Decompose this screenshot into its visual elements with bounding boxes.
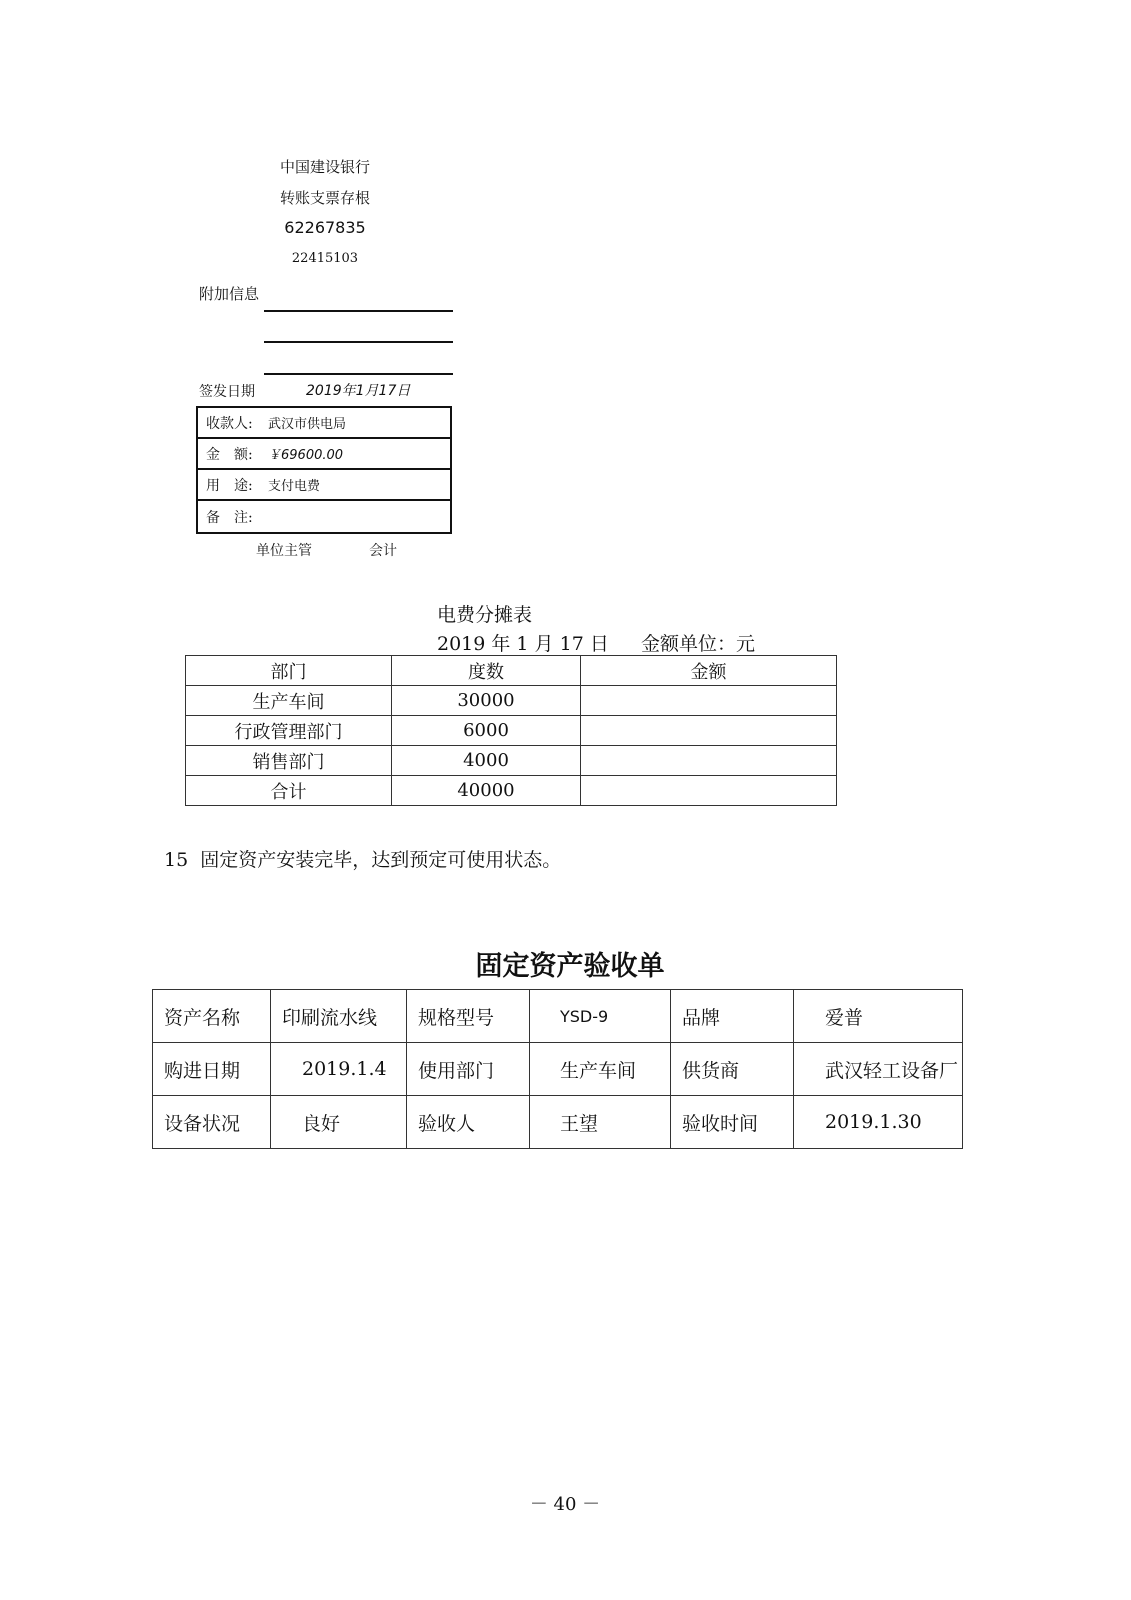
kwh-cell: 6000 bbox=[392, 716, 581, 746]
amount-value: ￥69600.00 bbox=[268, 448, 344, 463]
dept-cell: 销售部门 bbox=[186, 746, 392, 776]
table-row bbox=[153, 1043, 963, 1096]
issue-date-label: 签发日期 bbox=[199, 384, 255, 400]
purpose-label: 用 途: bbox=[206, 477, 253, 494]
amount-cell bbox=[581, 746, 837, 776]
asset-acceptance-table bbox=[152, 989, 963, 1149]
page-number: － 40 － bbox=[529, 1494, 601, 1515]
value-cell: 武汉轻工设备厂 bbox=[794, 1043, 963, 1096]
stub-title: 转账支票存根 bbox=[279, 189, 370, 207]
item-15-text: 15 固定资产安装完毕，达到预定可使用状态。 bbox=[164, 849, 562, 871]
value-cell: 印刷流水线 bbox=[271, 990, 407, 1043]
table-header-row bbox=[186, 656, 837, 686]
header-amount: 金额 bbox=[581, 656, 837, 686]
electricity-allocation-table bbox=[185, 655, 837, 806]
extra-info-line-3 bbox=[264, 373, 453, 375]
stub-row-amount bbox=[198, 439, 450, 470]
label-cell: 使用部门 bbox=[407, 1043, 530, 1096]
amount-cell bbox=[581, 716, 837, 746]
header-kwh: 度数 bbox=[392, 656, 581, 686]
label-cell: 品牌 bbox=[671, 990, 794, 1043]
elec-table-date: 2019 年 1 月 17 日 bbox=[437, 633, 609, 655]
kwh-cell: 30000 bbox=[392, 686, 581, 716]
elec-table-unit: 金额单位：元 bbox=[641, 633, 756, 655]
accountant-label: 会计 bbox=[369, 543, 397, 559]
issue-date: 2019年1月17日 bbox=[306, 383, 411, 399]
table-row bbox=[153, 990, 963, 1043]
elec-table-title: 电费分摊表 bbox=[437, 604, 533, 626]
label-cell: 规格型号 bbox=[407, 990, 530, 1043]
payee-value: 武汉市供电局 bbox=[268, 417, 347, 432]
cheque-number: 62267835 bbox=[284, 218, 366, 237]
label-cell: 供货商 bbox=[671, 1043, 794, 1096]
kwh-cell: 40000 bbox=[392, 776, 581, 806]
table-row bbox=[186, 746, 837, 776]
dept-cell: 合计 bbox=[186, 776, 392, 806]
value-cell: YSD-9 bbox=[530, 990, 671, 1043]
remark-label: 备 注: bbox=[206, 509, 253, 526]
extra-info-label: 附加信息 bbox=[199, 285, 260, 303]
value-cell: 爱普 bbox=[794, 990, 963, 1043]
cheque-sub-number: 22415103 bbox=[291, 251, 359, 266]
header-dept: 部门 bbox=[186, 656, 392, 686]
bank-name: 中国建设银行 bbox=[279, 158, 370, 176]
extra-info-line-2 bbox=[264, 341, 453, 343]
amount-cell bbox=[581, 686, 837, 716]
value-cell: 2019.1.4 bbox=[271, 1043, 407, 1096]
stub-row-remark bbox=[198, 501, 450, 532]
table-row bbox=[186, 686, 837, 716]
stub-row-purpose bbox=[198, 470, 450, 501]
value-cell: 生产车间 bbox=[530, 1043, 671, 1096]
amount-cell bbox=[581, 776, 837, 806]
table-row bbox=[153, 1096, 963, 1149]
table-row bbox=[186, 716, 837, 746]
extra-info-line-1 bbox=[264, 310, 453, 312]
kwh-cell: 4000 bbox=[392, 746, 581, 776]
amount-label: 金 额: bbox=[206, 446, 253, 463]
label-cell: 资产名称 bbox=[153, 990, 271, 1043]
label-cell: 设备状况 bbox=[153, 1096, 271, 1149]
asset-form-title: 固定资产验收单 bbox=[475, 951, 665, 982]
table-row-total bbox=[186, 776, 837, 806]
dept-cell: 生产车间 bbox=[186, 686, 392, 716]
label-cell: 验收时间 bbox=[671, 1096, 794, 1149]
value-cell: 良好 bbox=[271, 1096, 407, 1149]
supervisor-label: 单位主管 bbox=[256, 543, 312, 559]
label-cell: 验收人 bbox=[407, 1096, 530, 1149]
dept-cell: 行政管理部门 bbox=[186, 716, 392, 746]
payee-label: 收款人: bbox=[206, 415, 253, 432]
stub-row-payee bbox=[198, 408, 450, 439]
purpose-value: 支付电费 bbox=[268, 479, 321, 494]
value-cell: 2019.1.30 bbox=[794, 1096, 963, 1149]
stub-detail-box bbox=[196, 406, 452, 534]
value-cell: 王望 bbox=[530, 1096, 671, 1149]
label-cell: 购进日期 bbox=[153, 1043, 271, 1096]
